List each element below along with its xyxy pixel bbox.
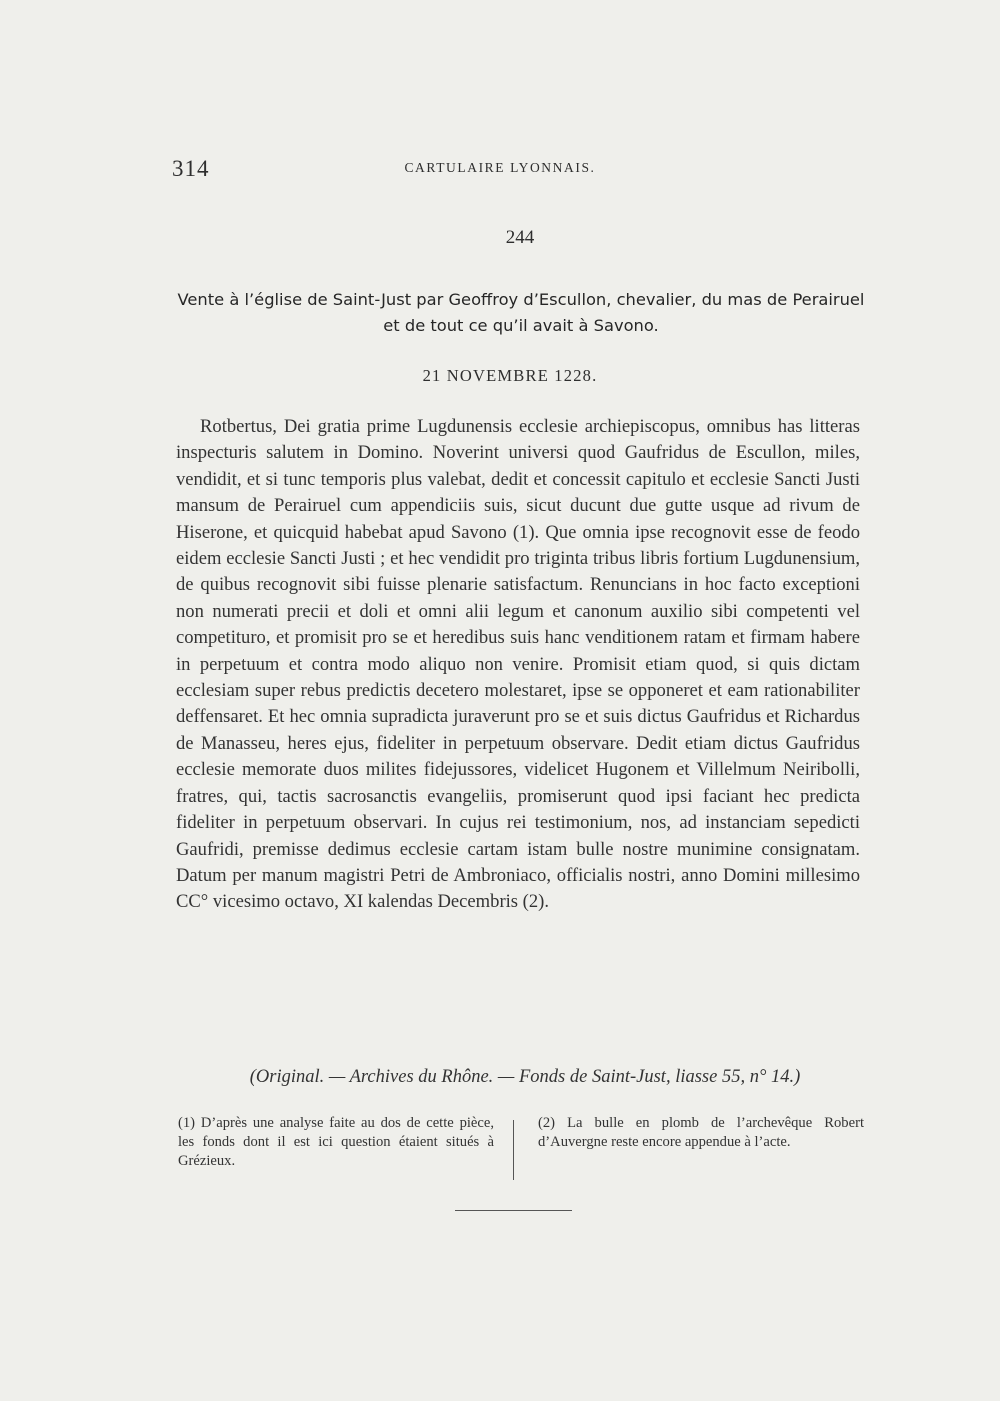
charter-number: 244 xyxy=(505,227,535,248)
footnote-divider xyxy=(513,1120,514,1180)
charter-text: Rotbertus, Dei gratia prime Lugdunensis ecclesie archiepiscopus, omnibus has litteras inspecturis salutem in Domino. Noverint universi quod Gaufridus de Escullon, miles, vendidit, et si tunc temporis plus valebat, dedit et concessit capitulo et ecclesie Sancti Justi mansum de Perairuel cum appendiciis suis, sicut ducunt due gutte usque ad rivum de Hiserone, et quicquid habebat apud Savono (1). Que omnia ipse recognovit esse de feodo eidem ecclesie Sancti Justi ; et hec vendidit pro triginta tribus libris fortium Lugdunensium, de quibus recognovit sibi fuisse plenarie satisfactum. Renuncians in hoc facto exceptioni non numerati precii et doli et omni alii legum et canonum auxilio sibi competenti vel competituro, et promisit pro se et heredibus suis hanc venditionem ratam et firmam habere in perpetuum et contra modo aliquo non venire. Promisit etiam quod, si quis dictam ecclesiam super rebus predictis decetero molestaret, ipse se opponeret et eam rationabiliter deffensaret. Et hec omnia supradicta juraverunt pro se et suis dictus Gaufridus et Richardus de Manasseu, heres ejus, fideliter in perpetuum observare. Dedit etiam dictus Gaufridus ecclesie memorate duos milites fidejussores, videlicet Hugonem et Villelmum Neiribolli, fratres, qui, tactis sacrosanctis evangeliis, promiserunt quod ipsi faciant hec predicta fideliter in perpetuum observari. In cujus rei testimonium, nos, ad instanciam sepedicti Gaufridi, premisse dedimus ecclesie cartam istam bulle nostre munimine consignatam. Datum per manum magistri Petri de Ambroniaco, officialis nostri, anno Domini millesimo CC° vicesimo octavo, XI kalendas Decembris (2). xyxy=(176,416,860,913)
charter-title: Vente à l’église de Saint-Just par Geoffroy d’Escullon, chevalier, du mas de Perairuel et de tout ce qu’il avait à Savono. xyxy=(177,290,865,335)
page-number: 314 xyxy=(172,156,210,181)
charter-date: 21 NOVEMBRE 1228. xyxy=(422,366,598,385)
end-rule xyxy=(455,1210,572,1211)
source-citation: (Original. — Archives du Rhône. — Fonds de Saint-Just, liasse 55, n° 14.) xyxy=(249,1067,801,1087)
footnote-2: (2) La bulle en plomb de l’archevêque Robert d’Auvergne reste encore appendue à l’acte. xyxy=(538,1115,864,1150)
running-head: CARTULAIRE LYONNAIS. xyxy=(404,160,596,175)
footnotes xyxy=(178,1114,866,1180)
footnote-1: (1) D’après une analyse faite au dos de cette pièce, les fonds dont il est ici question étaient situés à Grézieux. xyxy=(178,1115,494,1169)
